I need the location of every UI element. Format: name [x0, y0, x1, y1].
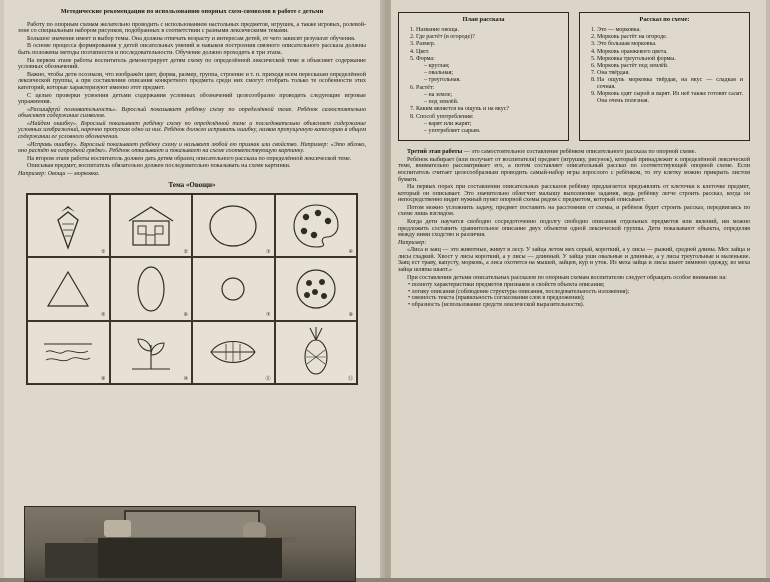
list-item: – под землёй. — [424, 99, 562, 106]
seedling-icon — [111, 322, 192, 383]
list-item: – круглая; — [424, 63, 562, 70]
pineapple-icon — [276, 322, 357, 383]
list-item: 6. Растёт: — [416, 85, 562, 92]
cell-number: ③ — [266, 250, 270, 255]
scheme-cell — [27, 321, 110, 384]
list-item: • образность (использование средств лексической выразительности). — [408, 302, 750, 309]
mouth-taste-icon — [193, 322, 274, 383]
paragraph: Когда дети научатся свободно сосредоточенно подолгу свободно описания отдельных предметов или явлений, им можно предложить составить сравнительное описание двух объектов одной лексической группы. Дети показывают объекты, определяя между ними сходство и различия. — [398, 219, 750, 239]
scheme-cell — [275, 257, 358, 320]
big-circle-icon — [193, 195, 274, 256]
scheme-cell — [192, 257, 275, 320]
list-item: 3. Размер. — [416, 41, 562, 48]
cell-number: ⑤ — [101, 313, 105, 318]
list-item: 4. Морковь оранжевого цвета. — [597, 49, 743, 56]
cell-number: ⑧ — [349, 313, 353, 318]
scheme-cell — [110, 257, 193, 320]
paragraph: На первых порах при составлении описательных рассказов ребёнку предлагается предъявлять от клеточки к клеточке предмет, который он описывает. Это значительно облегчит малышу выполнение задания, ведь ребёнку легче строить рассказ, когда он непосредственно видит нужный пункт опорной схемы рядом с предметом, который описывает. — [398, 184, 750, 204]
right-page-content — [398, 10, 750, 309]
list-item: 6. Морковь растёт под землёй. — [597, 63, 743, 70]
page-title: Методические рекомендации по использованию опорных схем-символов в работе с детьми — [18, 8, 366, 16]
cell-number: ⑨ — [101, 377, 105, 382]
paragraph: Потом можно усложнить задачу, предмет поставить на расстоянии от схемы, и ребёнок будет строить рассказ, передвигаясь по схеме лишь взглядом. — [398, 205, 750, 218]
cell-number: ⑦ — [266, 313, 270, 318]
theme-heading: Тема «Овощи» — [18, 182, 366, 190]
list-item: 7. Каким является на ощупь и на вкус? — [416, 106, 562, 113]
scheme-cell — [192, 321, 275, 384]
cell-number: ④ — [349, 250, 353, 255]
example-text: «Лиса и заяц — это животные, живут в лесу. У зайца летом мех серый, короткий, а у лисы — рыжий, средней длины. Мех зайца и лисы гладкий. Хвост у лисы короткий, а у лисы — длинный. У зайца уши овальные и длинные, а у лисы треугольные и маленькие. Заяц ест траву, капусту, морковь, а лиса охотится на мышей, зайцев, кур и уток. Из меха зайца и лисы шьют зимнюю одежду, из меха зайца шляпы шьют.» — [398, 247, 750, 273]
cell-number: ② — [184, 250, 188, 255]
paragraph: Описывая предмет, воспитатель обязательно должен последовательно показывать на схеме картинки. — [18, 163, 366, 170]
list-item: – на земле; — [424, 92, 562, 99]
example-label: Например: — [398, 240, 750, 247]
list-item: 1. Это — морковка. — [597, 27, 743, 34]
list-item: • полноту характеристики предметов признаков и свойств объекта описания; — [408, 282, 750, 289]
carrot-icon — [28, 195, 109, 256]
scheme-cell — [275, 321, 358, 384]
list-item: 8. На ощупь морковка твёрдая, на вкус — сладкая и сочная. — [597, 77, 743, 90]
cell-number: ⑫ — [348, 377, 353, 382]
small-circle-icon — [193, 258, 274, 319]
story-list — [586, 27, 743, 105]
symbol-scheme-grid — [26, 193, 358, 385]
paragraph: «Найдем ошибку». Взрослый показывает ребёнку схему по определённой теме и последовательно объясняет содержание условных изображений, нарочно пропуская одно из них. Ребёнок должен исправить ошибку, назвав пропущенную категорию в общем содержании ее условного обозначения. — [18, 121, 366, 141]
section-heading-paragraph — [398, 149, 750, 156]
section-heading: Третий этап работы — [407, 149, 462, 155]
list-item: 3. Это большая морковка. — [597, 41, 743, 48]
criteria-list — [398, 282, 750, 308]
cell-number: ⑩ — [184, 377, 188, 382]
paragraph: На втором этапе работы воспитатель должен дать детям образец описательного рассказа по определённой лексической теме. — [18, 156, 366, 163]
paragraph: «Исправь ошибку». Взрослый показывает ребёнку схему и называет любой ею признак или свойство. Например: «Это яблоко, оно растёт на огородной грядке». Ребёнок отказывает и показывает на схеме соответствующую картинку. — [18, 142, 366, 155]
ground-soil-icon — [28, 322, 109, 383]
cell-number: ① — [101, 250, 105, 255]
story-box — [579, 12, 750, 141]
scheme-cell — [192, 194, 275, 257]
paragraph: «Расшифруй познавательность». Взрослый показывает ребёнку схему по определённой теме. Ребёнок самостоятельно объясняет содержание символов. — [18, 107, 366, 120]
growth-sublist — [416, 92, 562, 106]
cell-number: ⑪ — [265, 377, 270, 382]
paragraph: С целью проверки усвоения детьми содержания условных обозначений целесообразно проводить следующие игровые упражнения. — [18, 93, 366, 106]
scheme-cell — [110, 194, 193, 257]
list-item: 4. Цвет. — [416, 49, 562, 56]
list-item: 5. Форма: — [416, 56, 562, 63]
list-item: • связность текста (правильность согласования слов в предложении); — [408, 295, 750, 302]
paragraph: На первом этапе работы воспитатель демонстрирует детям схему по определённой лексической теме и объясняет содержание условных обозначений. — [18, 58, 366, 71]
house-garden-icon — [111, 195, 192, 256]
paragraph: Важно, чтобы дети осознали, что изображён цвет, форма, размер, группа, строение и т. п. приходя всем пересказам определённой лексической группы, а при составлении описания конкретного предмета среди них смогут отобрать только те особенности этих категорий, которые характеризуют именно этот предмет. — [18, 72, 366, 92]
story-box-title: Рассказ по схеме: — [586, 17, 743, 24]
list-item: 5. Морковка треугольной формы. — [597, 56, 743, 63]
triangle-icon — [28, 258, 109, 319]
paragraph: Большое значение имеет и выбор темы. Она должна отвечать возрасту и интересам детей, от чего зависит результат обучения. — [18, 36, 366, 43]
scheme-cell — [27, 194, 110, 257]
palette-colors-icon — [276, 195, 357, 256]
room-photograph — [24, 506, 356, 582]
list-item: – треугольная. — [424, 77, 562, 84]
scheme-boxes — [398, 12, 750, 141]
list-item: 2. Морковь растёт на огороде. — [597, 34, 743, 41]
photo-table — [98, 538, 283, 578]
photo-chair — [45, 543, 98, 579]
scheme-cell — [275, 194, 358, 257]
paragraph: Работу по опорным схемам желательно проводить с использованием настольных предметов, игрушек, а также игровых, ролевой-зоне со специальным набором рисунков, подобранных в соответствии с разными лексическими темами. — [18, 22, 366, 35]
oval-icon — [111, 258, 192, 319]
list-item: – овальная; — [424, 70, 562, 77]
left-page-content — [18, 8, 366, 385]
list-item: – употребляет сырым. — [424, 128, 562, 135]
list-item: • логику описания (соблюдение структуры описания, последовательность изложения); — [408, 289, 750, 296]
spotted-circle-icon — [276, 258, 357, 319]
scheme-cell — [27, 257, 110, 320]
section-heading-rest: — это самостоятельное составление ребёнком описательного рассказа по опорной схеме. — [464, 149, 696, 155]
plan-box — [398, 12, 569, 141]
example-label: Например: Овощи — морковка. — [18, 171, 366, 178]
list-item: 9. Морковь едят сырой и варят. Из неё также готовят салат. Она очень полезная. — [597, 91, 743, 104]
paragraph: Ребёнок выбирает (или получает от воспитателя) предмет (игрушку, рисунок), который принадлежит к определённой лексической теме, внимательно рассматривает его, а потом составляет описательный рассказ по соответствующей опорной схеме. Если воспитатель считает целесообразным проводить самый-набор игры взрослого с ребёнком, то эту клетку можно прикрыть листом бумаги. — [398, 157, 750, 183]
list-item: 8. Способ употребления: — [416, 114, 562, 121]
cell-number: ⑥ — [184, 313, 188, 318]
list-item: 1. Название овоща. — [416, 27, 562, 34]
form-sublist — [416, 63, 562, 84]
plan-list — [405, 27, 562, 135]
paragraph: В основе процесса формирования у детей оисательных умений и навыков построения связного описательного рассказа должны быть положены методы поэтапности и последовательности. Обучение должно проходить в три этапа. — [18, 43, 366, 56]
plan-box-title: План рассказа — [405, 17, 562, 24]
scheme-cell — [110, 321, 193, 384]
paragraph: При составлении детьми описательных рассказов по опорным схемам воспитателю следует обращать особое внимание на: — [398, 275, 750, 282]
list-item: 2. Где растёт (в огороде)? — [416, 34, 562, 41]
usage-sublist — [416, 121, 562, 135]
list-item: – варят или жарят; — [424, 121, 562, 128]
photo-lamp — [104, 520, 130, 536]
list-item: 7. Она твёрдая. — [597, 70, 743, 77]
